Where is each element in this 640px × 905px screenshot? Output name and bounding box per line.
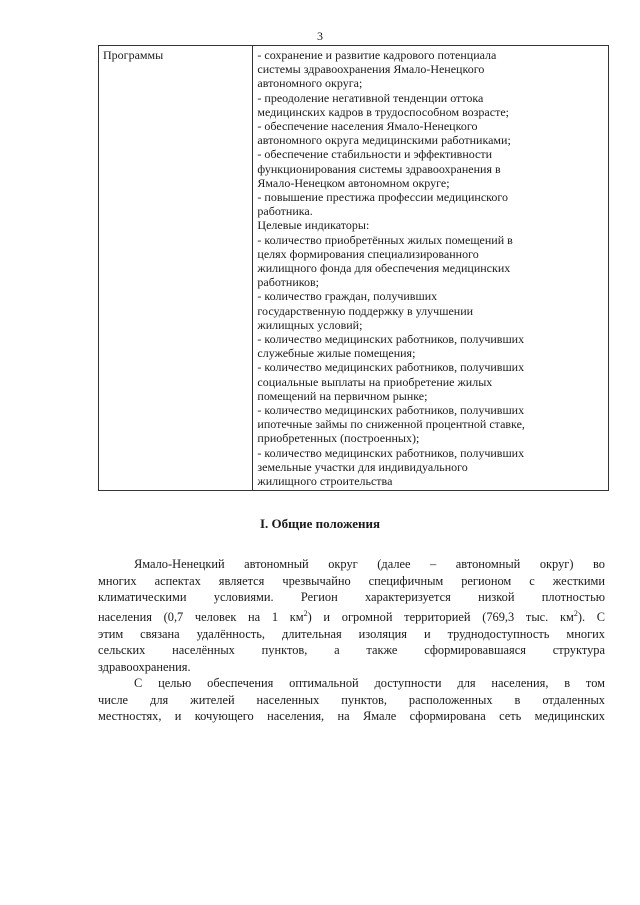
table-content-line: работника. [257,204,313,219]
text-line: климатическими условиями. Регион характеризуется низкой плотностью [98,590,605,605]
table-content-line: - количество медицинских работников, получивших [257,332,525,347]
text-line [98,606,605,626]
table-content-line: работников; [257,275,319,290]
table-content-line: автономного округа; [257,76,363,91]
table-content-line: автономного округа медицинскими работниками; [257,133,511,148]
paragraph-1 [98,556,605,675]
table-content-line: жилищного фонда для обеспечения медицинских [257,261,511,276]
table-content-line: земельные участки для индивидуального [257,459,468,474]
table-content-line: функционирования системы здравоохранения в [257,161,501,176]
table-content-line: - сохранение и развитие кадрового потенциала [257,48,497,62]
table-content-line: Целевые индикаторы: [257,218,370,233]
text-line: С целью обеспечения оптимальной доступности для населения, в том [134,676,605,691]
table-content-line: - количество медицинских работников, получивших [257,445,525,460]
table-content-line: служебные жилые помещения; [257,346,416,361]
text-fragment: ). С [577,609,605,624]
table-content-line: целях формирования специализированного [257,246,479,261]
table-content-line: - преодоление негативной тенденции оттока [257,90,484,105]
table-row [99,46,609,491]
table-content-line: жилищного строительства [257,474,393,489]
text-fragment: ) и огромной территорией (769,3 тыс. км [307,609,574,624]
text-line: этим связана удалённость, длительная изоляция и труднодоступность многих [98,626,605,641]
page-number: 3 [317,29,323,43]
text-fragment: населения (0,7 человек на 1 км [98,609,304,624]
text-line: здравоохранения. [98,659,191,674]
table-content-line: - количество приобретённых жилых помещений в [257,232,513,247]
table-content-line: - количество граждан, получивших [257,289,438,304]
table-content-line: жилищных условий; [257,317,363,332]
table-content-line: медицинских кадров в трудоспособном возрасте; [257,104,509,119]
body-text [98,556,605,725]
table-content-line: ипотечные займы по сниженной процентной ставке, [257,417,525,432]
table-content-line: - количество медицинских работников, получивших [257,360,525,375]
table-content-line: государственную поддержку в улучшении [257,303,474,318]
table-content-line: приобретенных (построенных); [257,431,420,446]
table-content-line: - повышение престижа профессии медицинского [257,190,508,205]
paragraph-2 [98,675,605,725]
text-line: сельских населённых пунктов, а также сформировавшаяся структура [98,643,605,658]
text-line: местностях, и кочующего населения, на Ямале сформирована сеть медицинских [98,709,605,724]
table-content-line: Ямало-Ненецком автономном округе; [257,175,450,190]
program-goals-table [98,45,609,491]
text-line: Ямало-Ненецкий автономный округ (далее – автономный округ) во [134,557,605,571]
table-content-line: системы здравоохранения Ямало-Ненецкого [257,62,485,77]
table-content-line: социальные выплаты на приобретение жилых [257,374,493,389]
section-heading: I. Общие положения [260,516,380,531]
table-content-line: - обеспечение населения Ямало-Ненецкого [257,119,478,134]
table-content-cell [253,46,609,491]
text-line: многих аспектах является чрезвычайно специфичным регионом с жесткими [98,573,605,588]
superscript: 2 [573,608,578,618]
table-content-line: - обеспечение стабильности и эффективности [257,147,493,162]
table-content-line: помещений на первичном рынке; [257,388,428,403]
superscript: 2 [303,608,308,618]
table-content-line: - количество медицинских работников, получивших [257,403,525,418]
table-label-cell: Программы [99,46,253,491]
text-line: числе для жителей населенных пунктов, расположенных в отдаленных [98,692,605,707]
